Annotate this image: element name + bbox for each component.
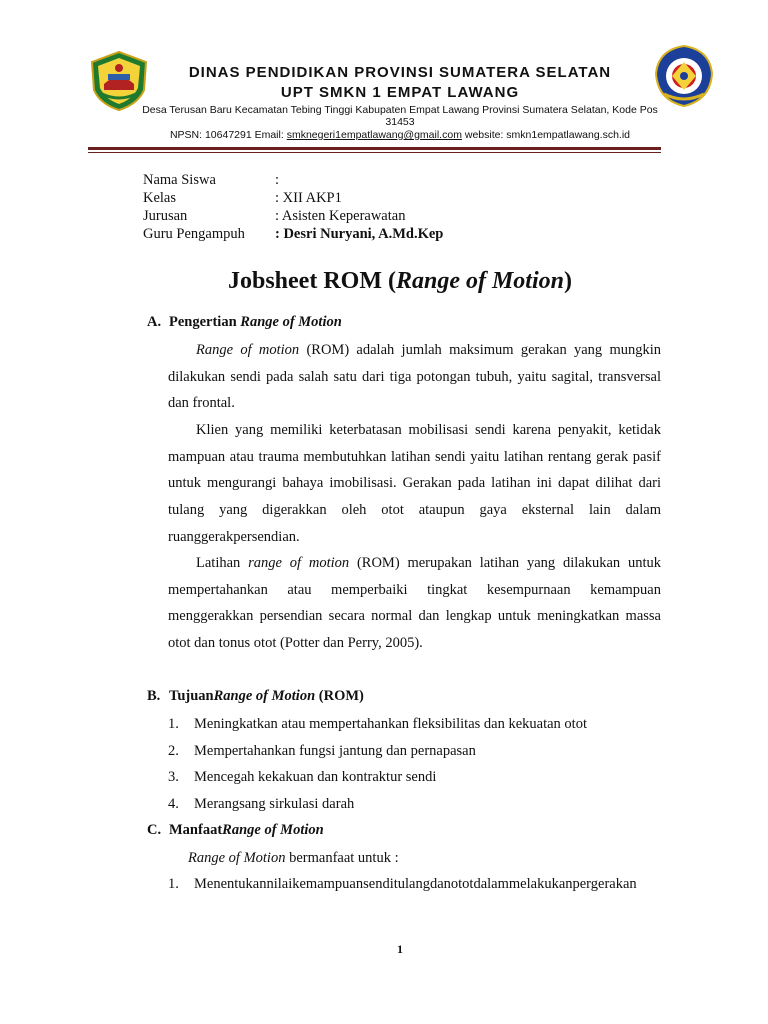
list-item: 1. Meningkatkan atau mempertahankan fleksibilitas dan kekuatan otot <box>168 716 587 732</box>
para-text: Latihan <box>196 555 249 571</box>
section-head-tail: (ROM) <box>315 688 364 704</box>
info-row-teacher <box>143 225 443 243</box>
list-item: 2. Mempertahankan fungsi jantung dan pernapasan <box>168 742 476 759</box>
school-name: UPT SMKN 1 EMPAT LAWANG <box>280 84 520 101</box>
website-text: website: smkn1empatlawang.sch.id <box>464 129 631 141</box>
para-italic: range of motion <box>248 555 350 571</box>
info-value: : <box>275 172 280 188</box>
section-head: Manfaat <box>169 822 223 838</box>
list-item: 3. Mencegah kekakuan dan kontraktur sendi <box>168 769 437 786</box>
list-item-text: Mencegah kekakuan dan kontraktur sendi <box>194 769 437 786</box>
section-head-italic: Range of Motion <box>240 314 342 330</box>
info-key: Jurusan <box>143 208 188 224</box>
list-item: 4. Merangsang sirkulasi darah <box>168 796 355 813</box>
school-address: Desa Terusan Baru Kecamatan Tebing Tinggi Kabupaten Empat Lawang Provinsi Sumatera Selatan, Kode Pos 31453 <box>142 104 658 128</box>
school-emblem-logo <box>652 44 716 108</box>
info-row-major <box>143 207 443 225</box>
list-item-text: Meningkatkan atau mempertahankan fleksibilitas dan kekuatan otot <box>194 716 587 732</box>
document-title <box>0 268 768 295</box>
section-head: Pengertian <box>169 314 237 330</box>
info-key: Kelas <box>143 190 177 206</box>
section-a-paragraph-3 <box>168 550 661 657</box>
section-a-paragraph-2 <box>168 417 661 551</box>
section-a-heading <box>147 314 342 331</box>
info-key: Guru Pengampuh <box>143 226 245 242</box>
section-head-italic: Range of Motion <box>222 822 324 838</box>
page-number: 1 <box>397 942 403 956</box>
provincial-emblem-logo <box>88 50 150 112</box>
section-label: A. <box>147 314 162 330</box>
student-info <box>143 171 443 243</box>
info-value: : Desri Nuryani, A.Md.Kep <box>275 226 444 242</box>
list-item-text: Merangsang sirkulasi darah <box>194 796 355 813</box>
info-row-class <box>143 189 443 207</box>
title-main: Jobsheet ROM ( <box>227 268 396 294</box>
para-text: Klien yang memiliki keterbatasan mobilisasi sendi karena penyakit, ketidak mampuan atau trauma membutuhkan latihan sendi yaitu latihan rentang gerak pasif untuk mengurangi bahaya imobilisasi. Gerakan pada latihan ini dapat dilihat dari tulang yang digerakkan oleh otot ataupun gaya eksternal lain dalam ruanggerakpersendian. <box>168 422 661 545</box>
para-italic: Range of motion <box>196 342 300 358</box>
header-rule-thick <box>88 147 661 150</box>
para-text: (ROM) adalah jumlah maksimum gerakan yang mungkin dilakukan sendi pada salah satu dari tiga potongan tubuh, yaitu sagital, transversal dan frontal. <box>168 342 662 412</box>
para-text: bermanfaat untuk : <box>285 850 399 866</box>
email-link[interactable]: smknegeri1empatlawang@gmail.com <box>286 129 462 141</box>
section-c-list <box>168 871 661 898</box>
agency-name: DINAS PENDIDIKAN PROVINSI SUMATERA SELATAN <box>188 64 612 81</box>
list-item: 1. Menentukannilaikemampuansenditulangdanototdalammelakukanpergerakan <box>168 876 637 892</box>
section-a-paragraph-1 <box>168 337 661 417</box>
para-text: (ROM) merupakan latihan yang dilakukan untuk mempertahankan atau memperbaiki tingkat kesempurnaan kemampuan menggerakkan persendian secara normal dan lengkap untuk meningkatkan massa otot dan tonus otot (Potter dan Perry, 2005). <box>168 555 661 652</box>
section-c-heading <box>147 822 324 839</box>
info-row-name <box>143 171 443 189</box>
section-label: B. <box>147 688 161 704</box>
section-head-italic: Range of Motion <box>213 688 316 704</box>
title-italic: Range of Motion <box>395 268 564 294</box>
title-close: ) <box>564 268 572 294</box>
info-value: : Asisten Keperawatan <box>275 208 406 224</box>
section-c-intro <box>188 845 658 872</box>
npsn-text: NPSN: 10647291 Email: <box>169 129 284 141</box>
list-item-text: Menentukannilaikemampuansenditulangdanototdalammelakukanpergerakan <box>194 876 637 892</box>
info-value: : XII AKP1 <box>275 190 342 206</box>
para-italic: Range of Motion <box>188 850 286 866</box>
section-b-heading <box>147 688 364 705</box>
header-rule-thin <box>88 152 661 153</box>
info-key: Nama Siswa <box>143 172 216 188</box>
section-b-list <box>168 711 661 818</box>
section-label: C. <box>147 822 162 838</box>
school-contact <box>110 129 690 141</box>
list-item-text: Mempertahankan fungsi jantung dan pernapasan <box>194 742 476 759</box>
section-head: Tujuan <box>169 688 214 704</box>
